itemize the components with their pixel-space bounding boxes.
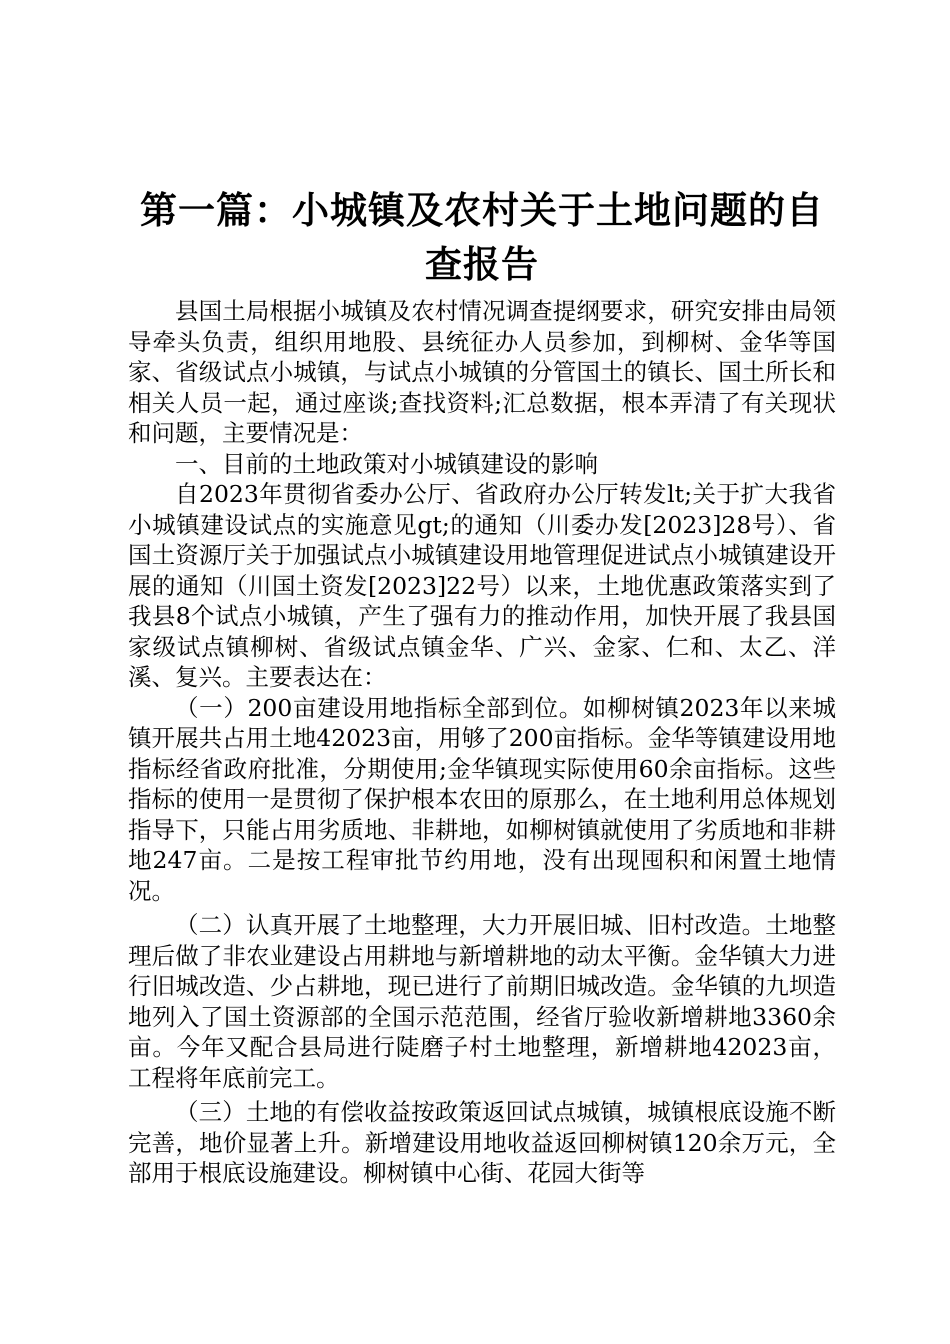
document-title: 第一篇：小城镇及农村关于土地问题的自查报告 (140, 188, 824, 286)
point-two-paragraph: （二）认真开展了土地整理，大力开展旧城、旧村改造。土地整理后做了非农业建设占用耕地与新增耕地的动太平衡。金华镇大力进行旧城改造、少占耕地，现已进行了前期旧城改造。金华镇的九坝造地列入了国土资源部的全国示范范围，经省厅验收新增耕地3360余亩。今年又配合县局进行陡磨子村土地整理，新增耕地42023亩，工程将年底前完工。 (128, 911, 836, 1092)
intro-paragraph: 县国土局根据小城镇及农村情况调查提纲要求，研究安排由局领导牵头负责，组织用地股、县统征办人员参加，到柳树、金华等国家、省级试点小城镇，与试点小城镇的分管国土的镇长、国土所长和相关人员一起，通过座谈;查找资料;汇总数据，根本弄清了有关现状和问题，主要情况是： (128, 297, 836, 447)
section-heading: 一、目前的土地政策对小城镇建设的影响 (175, 449, 598, 478)
point-one-paragraph: （一）200亩建设用地指标全部到位。如柳树镇2023年以来城镇开展共占用土地42023亩，用够了200亩指标。金华等镇建设用地指标经省政府批准，分期使用;金华镇现实际使用60余亩指标。这些指标的使用一是贯彻了保护根本农田的原那么，在土地利用总体规划指导下，只能占用劣质地、非耕地，如柳树镇就使用了劣质地和非耕地247亩。二是按工程审批节约用地，没有出现囤积和闲置土地情况。 (128, 693, 836, 905)
document-body (128, 296, 836, 1189)
point-three-paragraph: （三）土地的有偿收益按政策返回试点城镇，城镇根底设施不断完善，地价显著上升。新增建设用地收益返回柳树镇120余万元，全部用于根底设施建设。柳树镇中心街、花园大街等 (128, 1098, 836, 1187)
policy-paragraph: 自2023年贯彻省委办公厅、省政府办公厅转发lt;关于扩大我省小城镇建设试点的实施意见gt;的通知（川委办发[2023]28号）、省国土资源厅关于加强试点小城镇建设用地管理促进试点小城镇建设开展的通知（川国土资发[2023]22号）以来，土地优惠政策落实到了我县8个试点小城镇，产生了强有力的推动作用，加快开展了我县国家级试点镇柳树、省级试点镇金华、广兴、金家、仁和、太乙、洋溪、复兴。主要表达在： (128, 480, 836, 691)
